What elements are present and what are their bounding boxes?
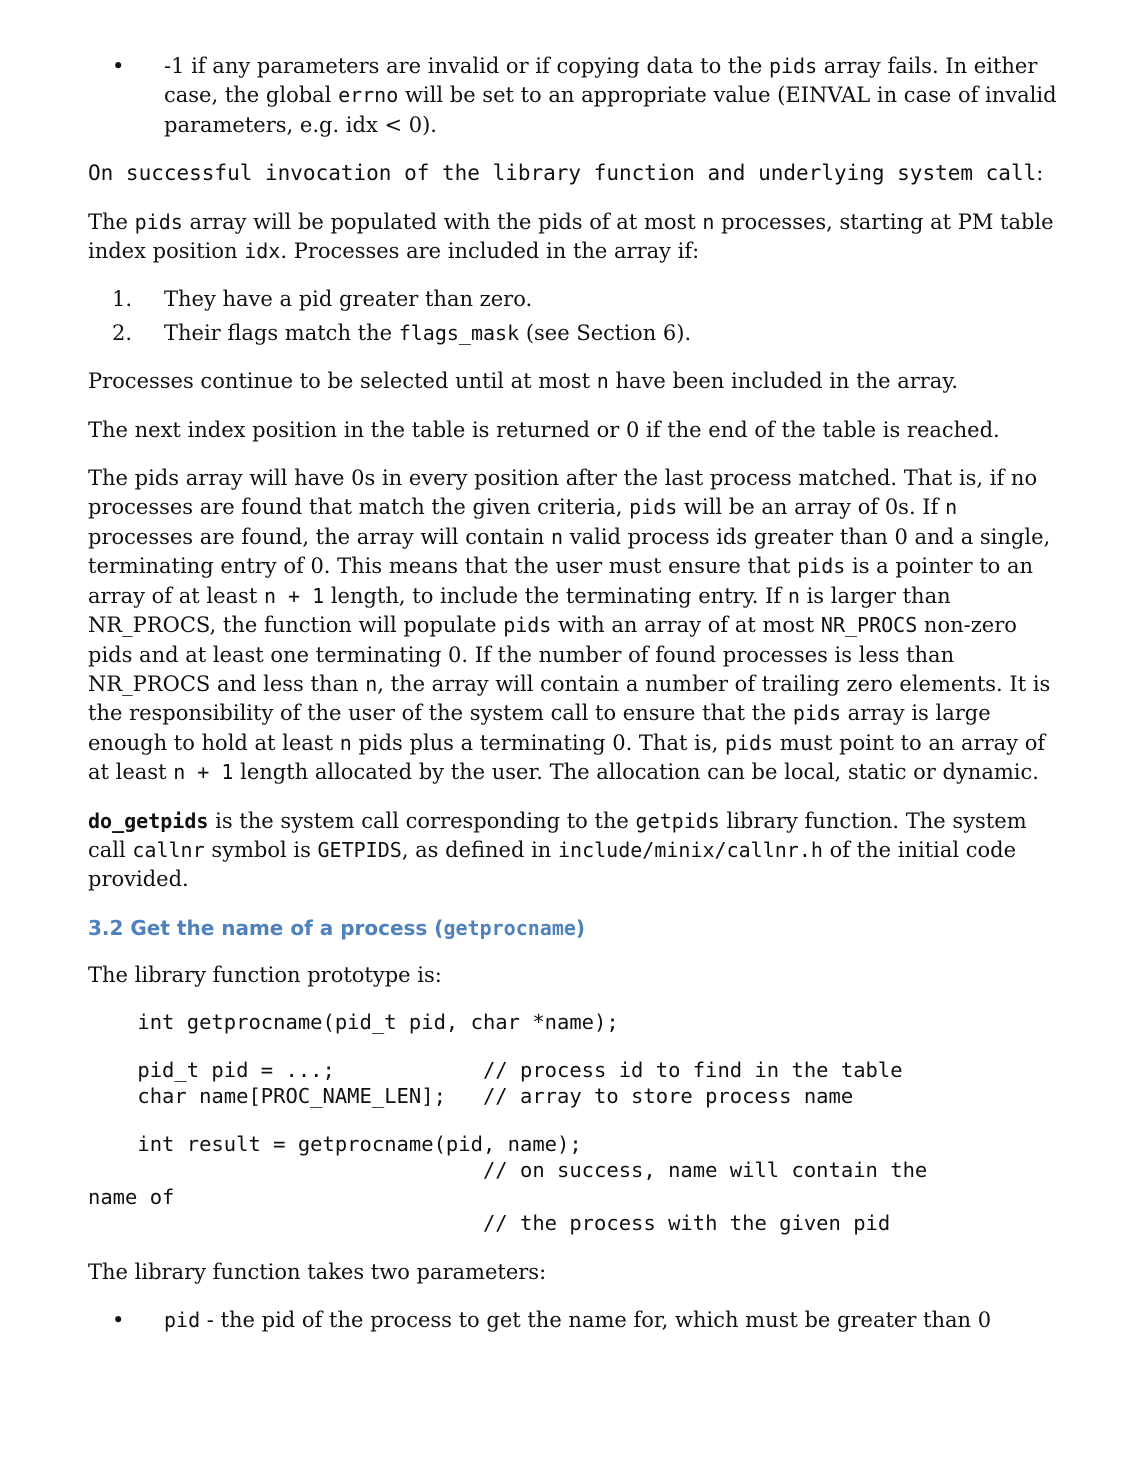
inline-code: n: [787, 583, 800, 608]
prototype-intro: The library function prototype is:: [88, 962, 442, 987]
text: symbol is: [204, 837, 318, 862]
section-heading-prefix: 3.2 Get the name of a process (: [88, 915, 444, 940]
text: array is large enough to hold at least: [88, 701, 991, 755]
inline-code: callnr: [132, 837, 205, 862]
inline-code: n: [551, 524, 564, 549]
inline-code: pids: [629, 495, 678, 520]
list-number: 1.: [112, 287, 133, 312]
bullet-marker: •: [112, 1308, 125, 1333]
inline-code: n: [702, 209, 715, 234]
populate-paragraph: [88, 208, 1064, 267]
text: Processes continue to be selected until at most: [88, 369, 597, 394]
inline-code: pids: [503, 613, 552, 638]
inline-code: NR_PROCS: [820, 613, 918, 638]
text: valid process ids greater than 0 and a single, terminating entry of 0. This means that the user must ensure that: [88, 524, 1051, 579]
text: The pids array will have 0s in every position after the last process matched. That is, if no processes are found that match the given criteria,: [88, 466, 1038, 520]
text: is the system call corresponding to the: [208, 808, 636, 833]
continue-paragraph: [88, 367, 1064, 396]
inline-code-pid: pid: [164, 1308, 201, 1333]
code-declarations: pid_t pid = ...; // process id to find in the table char name[PROC_NAME_LEN]; // array to store process name: [137, 1057, 903, 1109]
text: processes are found, the array will contain: [88, 524, 551, 549]
inline-code: idx: [244, 239, 281, 264]
success-heading: [88, 159, 1064, 188]
text: is a pointer to an array of at least: [88, 554, 1034, 608]
bullet-return-error: [88, 52, 1064, 140]
text: is larger than NR_PROCS, the function will populate: [88, 583, 951, 638]
text: array fails. In either case, the global: [164, 54, 1038, 108]
text: processes, starting at PM table index position: [88, 209, 1054, 264]
do-getpids-paragraph: [88, 807, 1064, 895]
inline-code: n + 1: [263, 583, 325, 608]
inline-code: n: [365, 671, 378, 696]
inline-code-errno: errno: [338, 83, 399, 108]
text: non-zero pids and at least one terminating 0. If the number of found processes is less than NR_PROCS and less than: [88, 613, 1017, 696]
text: They have a pid greater than zero.: [164, 287, 533, 312]
zeros-paragraph: [88, 464, 1064, 787]
next-index-paragraph: The next index position in the table is returned or 0 if the end of the table is reached.: [88, 417, 1000, 442]
list-number: 2.: [112, 320, 133, 345]
text: Their flags match the: [164, 320, 399, 345]
bullet-marker: •: [112, 54, 125, 78]
section-heading-code: getprocname: [443, 915, 576, 940]
text: must point to an array of at least: [88, 730, 1046, 785]
text: with an array of at most: [551, 613, 821, 638]
list-item: [88, 285, 1064, 314]
text: array will be populated with the pids of at most: [182, 209, 703, 234]
bold-code-do-getpids: do_getpids: [88, 808, 209, 833]
params-intro: The library function takes two parameters:: [88, 1259, 547, 1284]
text: (see Section 6).: [519, 320, 692, 345]
code-call-example: int result = getprocname(pid, name); // on success, name will contain the name of // the process with the given pid: [88, 1131, 928, 1236]
text: of the initial code provided.: [88, 837, 1017, 892]
inline-code: pids: [724, 730, 774, 755]
conditions-list: [88, 285, 1064, 348]
text: pids plus a terminating 0. That is,: [351, 730, 725, 755]
document-page: [88, 52, 1064, 1354]
inline-code-pids: pids: [768, 54, 818, 78]
inline-code: getpids: [635, 808, 720, 833]
text: - the pid of the process to get the name for, which must be greater than 0: [200, 1308, 992, 1333]
text: will be set to an appropriate value (EINVAL in case of invalid parameters, e.g. idx < 0).: [164, 83, 1057, 137]
text: will be an array of 0s. If: [677, 495, 946, 520]
text: length, to include the terminating entry. If: [324, 583, 788, 608]
list-item: [88, 319, 1064, 348]
bullet-param-pid: [88, 1306, 1064, 1335]
inline-code: pids: [797, 554, 846, 579]
section-heading-suffix: ): [575, 915, 586, 940]
text: length allocated by the user. The allocation can be local, static or dynamic.: [233, 760, 1039, 785]
inline-code: pids: [792, 701, 841, 726]
inline-code: GETPIDS: [317, 837, 402, 862]
inline-code: n: [945, 495, 958, 520]
text: , the array will contain a number of trailing zero elements. It is the responsibility of the user of the system call to ensure that the: [88, 671, 1051, 726]
inline-code: include/minix/callnr.h: [558, 837, 823, 862]
text: library function. The system call: [88, 808, 1027, 862]
text: . Processes are included in the array if:: [280, 239, 700, 264]
code-prototype: int getprocname(pid_t pid, char *name);: [88, 1010, 619, 1035]
success-heading-colon: :: [1036, 161, 1044, 186]
success-heading-mono: On successful invocation of the library function and underlying system call: [88, 161, 1037, 186]
section-heading: [88, 914, 1064, 942]
text: -1 if any parameters are invalid or if copying data to the: [164, 54, 769, 78]
text: , as defined in: [401, 837, 558, 862]
text: have been included in the array.: [608, 369, 959, 394]
text: The: [88, 209, 135, 234]
inline-code: pids: [134, 209, 183, 234]
inline-code: n: [596, 369, 609, 394]
inline-code-flags-mask: flags_mask: [398, 320, 520, 345]
inline-code: n: [339, 730, 352, 755]
inline-code: n + 1: [173, 760, 234, 785]
